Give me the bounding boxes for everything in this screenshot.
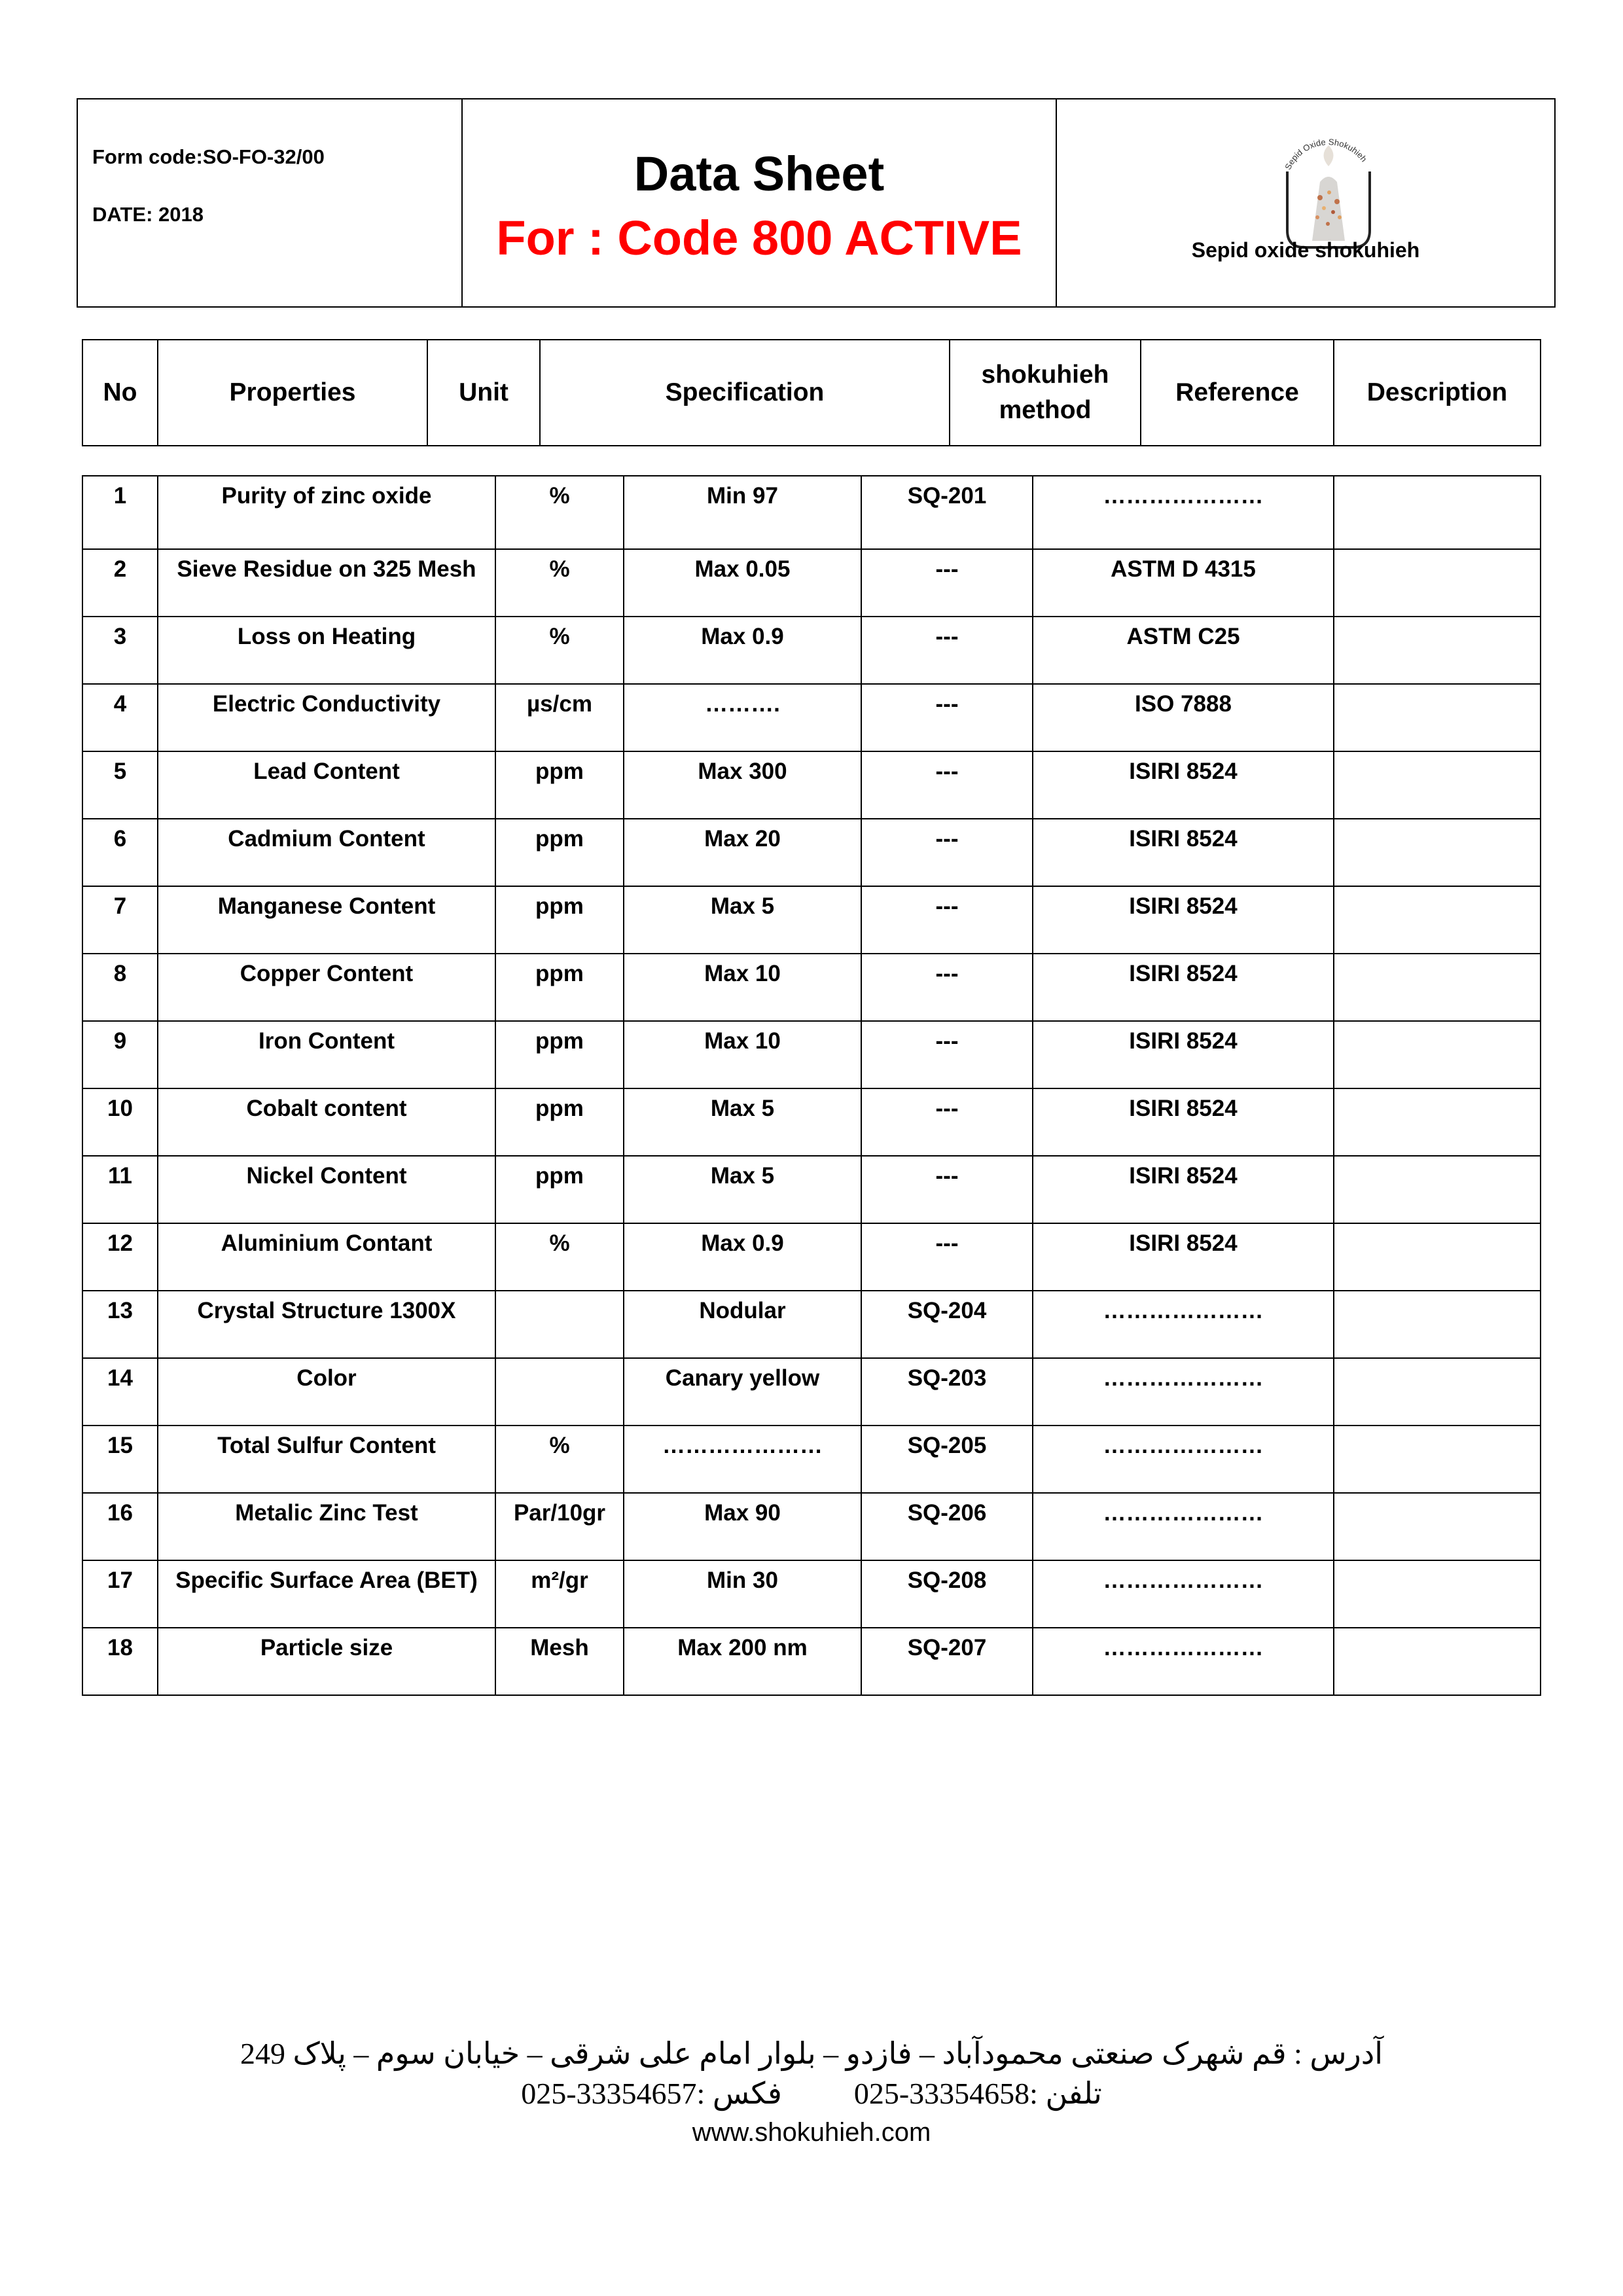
- col-header-specification: Specification: [540, 340, 950, 446]
- row-property: Cadmium Content: [158, 819, 495, 886]
- row-property: Specific Surface Area (BET): [158, 1560, 495, 1628]
- row-method: ---: [861, 617, 1033, 684]
- row-property: Lead Content: [158, 751, 495, 819]
- row-unit: %: [495, 549, 624, 617]
- row-reference: ASTM C25: [1033, 617, 1334, 684]
- row-property: Copper Content: [158, 954, 495, 1021]
- company-logo: [1273, 119, 1384, 257]
- row-reference: …………………: [1033, 1493, 1334, 1560]
- row-unit: [495, 1358, 624, 1426]
- row-property: Manganese Content: [158, 886, 495, 954]
- row-specification: Max 5: [624, 1088, 861, 1156]
- row-unit: µs/cm: [495, 684, 624, 751]
- row-property: Aluminium Contant: [158, 1223, 495, 1291]
- row-specification: Max 90: [624, 1493, 861, 1560]
- row-unit: %: [495, 476, 624, 549]
- col-header-no: No: [82, 340, 158, 446]
- contact-numbers: [0, 2073, 1623, 2114]
- row-reference: …………………: [1033, 476, 1334, 549]
- row-number: 5: [82, 751, 158, 819]
- row-number: 13: [82, 1291, 158, 1358]
- row-description: [1334, 1156, 1541, 1223]
- row-reference: ISIRI 8524: [1033, 1223, 1334, 1291]
- table-row: [82, 684, 1541, 751]
- row-reference: ISIRI 8524: [1033, 886, 1334, 954]
- row-method: ---: [861, 886, 1033, 954]
- row-description: [1334, 617, 1541, 684]
- row-property: Metalic Zinc Test: [158, 1493, 495, 1560]
- row-specification: Max 300: [624, 751, 861, 819]
- row-reference: ISIRI 8524: [1033, 751, 1334, 819]
- row-number: 12: [82, 1223, 158, 1291]
- row-description: [1334, 1291, 1541, 1358]
- row-unit: %: [495, 1223, 624, 1291]
- row-property: Electric Conductivity: [158, 684, 495, 751]
- row-specification: Max 10: [624, 954, 861, 1021]
- row-property: Total Sulfur Content: [158, 1426, 495, 1493]
- row-description: [1334, 1223, 1541, 1291]
- table-row: [82, 954, 1541, 1021]
- row-description: [1334, 1358, 1541, 1426]
- row-method: ---: [861, 1223, 1033, 1291]
- row-method: ---: [861, 684, 1033, 751]
- document-header: [77, 98, 1556, 308]
- row-number: 15: [82, 1426, 158, 1493]
- col-header-method-line1: shokuhieh: [981, 361, 1109, 389]
- row-number: 9: [82, 1021, 158, 1088]
- row-number: 17: [82, 1560, 158, 1628]
- row-property: Particle size: [158, 1628, 495, 1695]
- table-row: [82, 751, 1541, 819]
- row-method: ---: [861, 549, 1033, 617]
- row-description: [1334, 1426, 1541, 1493]
- row-method: ---: [861, 1156, 1033, 1223]
- row-unit: [495, 1291, 624, 1358]
- table-row: [82, 1426, 1541, 1493]
- row-property: Crystal Structure 1300X: [158, 1291, 495, 1358]
- col-header-description: Description: [1334, 340, 1541, 446]
- row-unit: Par/10gr: [495, 1493, 624, 1560]
- row-unit: ppm: [495, 1088, 624, 1156]
- row-method: SQ-205: [861, 1426, 1033, 1493]
- row-specification: Max 0.05: [624, 549, 861, 617]
- row-number: 6: [82, 819, 158, 886]
- col-header-method: [950, 340, 1141, 446]
- row-method: SQ-207: [861, 1628, 1033, 1695]
- row-property: Purity of zinc oxide: [158, 476, 495, 549]
- row-property: Cobalt content: [158, 1088, 495, 1156]
- row-description: [1334, 1088, 1541, 1156]
- row-number: 8: [82, 954, 158, 1021]
- row-specification: Min 97: [624, 476, 861, 549]
- table-row: [82, 886, 1541, 954]
- row-reference: ISIRI 8524: [1033, 1088, 1334, 1156]
- row-method: ---: [861, 954, 1033, 1021]
- row-number: 10: [82, 1088, 158, 1156]
- row-description: [1334, 954, 1541, 1021]
- row-method: ---: [861, 1088, 1033, 1156]
- row-property: Color: [158, 1358, 495, 1426]
- table-row: [82, 1088, 1541, 1156]
- table-row: [82, 1628, 1541, 1695]
- col-header-reference: Reference: [1141, 340, 1334, 446]
- phone-number: 025-33354658: تلفن: [853, 2077, 1102, 2110]
- row-reference: …………………: [1033, 1358, 1334, 1426]
- row-description: [1334, 476, 1541, 549]
- row-number: 2: [82, 549, 158, 617]
- table-row: [82, 617, 1541, 684]
- company-block: [1057, 99, 1554, 306]
- row-unit: ppm: [495, 751, 624, 819]
- row-reference: …………………: [1033, 1426, 1334, 1493]
- row-reference: ASTM D 4315: [1033, 549, 1334, 617]
- row-method: SQ-201: [861, 476, 1033, 549]
- table-row: [82, 1156, 1541, 1223]
- row-reference: ISO 7888: [1033, 684, 1334, 751]
- row-description: [1334, 1493, 1541, 1560]
- row-specification: Max 0.9: [624, 617, 861, 684]
- row-reference: …………………: [1033, 1291, 1334, 1358]
- row-unit: ppm: [495, 1021, 624, 1088]
- row-specification: Max 5: [624, 886, 861, 954]
- row-number: 3: [82, 617, 158, 684]
- page-footer: [0, 2034, 1623, 2149]
- row-unit: %: [495, 617, 624, 684]
- table-row: [82, 1291, 1541, 1358]
- table-row: [82, 819, 1541, 886]
- row-unit: m²/gr: [495, 1560, 624, 1628]
- row-property: Sieve Residue on 325 Mesh: [158, 549, 495, 617]
- form-date: DATE: 2018: [92, 203, 204, 226]
- row-property: Loss on Heating: [158, 617, 495, 684]
- table-row: [82, 549, 1541, 617]
- row-property: Iron Content: [158, 1021, 495, 1088]
- row-description: [1334, 549, 1541, 617]
- form-code: Form code:SO-FO-32/00: [92, 145, 325, 168]
- company-address: آدرس : قم شهرک صنعتی محمودآباد – فازدو – بلوار امام علی شرقی – خیابان سوم – پلاک 249: [240, 2037, 1383, 2070]
- row-method: SQ-208: [861, 1560, 1033, 1628]
- row-method: ---: [861, 819, 1033, 886]
- row-unit: %: [495, 1426, 624, 1493]
- form-info: [78, 99, 463, 306]
- table-row: [82, 1358, 1541, 1426]
- row-description: [1334, 1560, 1541, 1628]
- properties-table: [82, 475, 1541, 1696]
- row-specification: Max 0.9: [624, 1223, 861, 1291]
- row-number: 11: [82, 1156, 158, 1223]
- table-row: [82, 1223, 1541, 1291]
- row-reference: ISIRI 8524: [1033, 819, 1334, 886]
- row-description: [1334, 1021, 1541, 1088]
- row-reference: ISIRI 8524: [1033, 1021, 1334, 1088]
- row-specification: Min 30: [624, 1560, 861, 1628]
- row-method: ---: [861, 751, 1033, 819]
- row-unit: ppm: [495, 954, 624, 1021]
- properties-table-body: [82, 476, 1541, 1695]
- row-reference: …………………: [1033, 1628, 1334, 1695]
- column-header-table: [82, 339, 1541, 446]
- title-block: [463, 99, 1057, 306]
- row-number: 4: [82, 684, 158, 751]
- row-property: Nickel Content: [158, 1156, 495, 1223]
- table-row: [82, 1560, 1541, 1628]
- row-number: 18: [82, 1628, 158, 1695]
- row-method: ---: [861, 1021, 1033, 1088]
- row-specification: Max 5: [624, 1156, 861, 1223]
- row-description: [1334, 1628, 1541, 1695]
- row-number: 1: [82, 476, 158, 549]
- page-title: Data Sheet: [633, 147, 885, 201]
- row-description: [1334, 819, 1541, 886]
- row-unit: Mesh: [495, 1628, 624, 1695]
- row-specification: Canary yellow: [624, 1358, 861, 1426]
- row-specification: Max 10: [624, 1021, 861, 1088]
- row-reference: …………………: [1033, 1560, 1334, 1628]
- product-code-title: For : Code 800 ACTIVE: [496, 211, 1022, 265]
- row-method: SQ-206: [861, 1493, 1033, 1560]
- row-specification: Max 20: [624, 819, 861, 886]
- row-specification: Nodular: [624, 1291, 861, 1358]
- row-specification: ……….: [624, 684, 861, 751]
- table-row: [82, 1493, 1541, 1560]
- logo-text: Sepid Oxide Shokuhieh: [1283, 137, 1369, 171]
- table-row: [82, 1021, 1541, 1088]
- website-link[interactable]: www.shokuhieh.com: [692, 2118, 931, 2147]
- table-row: [82, 476, 1541, 549]
- row-specification: …………………: [624, 1426, 861, 1493]
- fax-number: 025-33354657: فکس: [521, 2077, 782, 2110]
- row-method: SQ-204: [861, 1291, 1033, 1358]
- row-reference: ISIRI 8524: [1033, 1156, 1334, 1223]
- col-header-method-line2: method: [999, 396, 1092, 424]
- col-header-unit: Unit: [427, 340, 540, 446]
- col-header-properties: Properties: [158, 340, 427, 446]
- row-number: 14: [82, 1358, 158, 1426]
- row-description: [1334, 886, 1541, 954]
- row-number: 7: [82, 886, 158, 954]
- row-description: [1334, 751, 1541, 819]
- company-name: Sepid oxide shokuhieh: [1191, 238, 1420, 262]
- row-reference: ISIRI 8524: [1033, 954, 1334, 1021]
- row-unit: ppm: [495, 1156, 624, 1223]
- row-method: SQ-203: [861, 1358, 1033, 1426]
- row-description: [1334, 684, 1541, 751]
- row-unit: ppm: [495, 819, 624, 886]
- row-number: 16: [82, 1493, 158, 1560]
- row-unit: ppm: [495, 886, 624, 954]
- row-specification: Max 200 nm: [624, 1628, 861, 1695]
